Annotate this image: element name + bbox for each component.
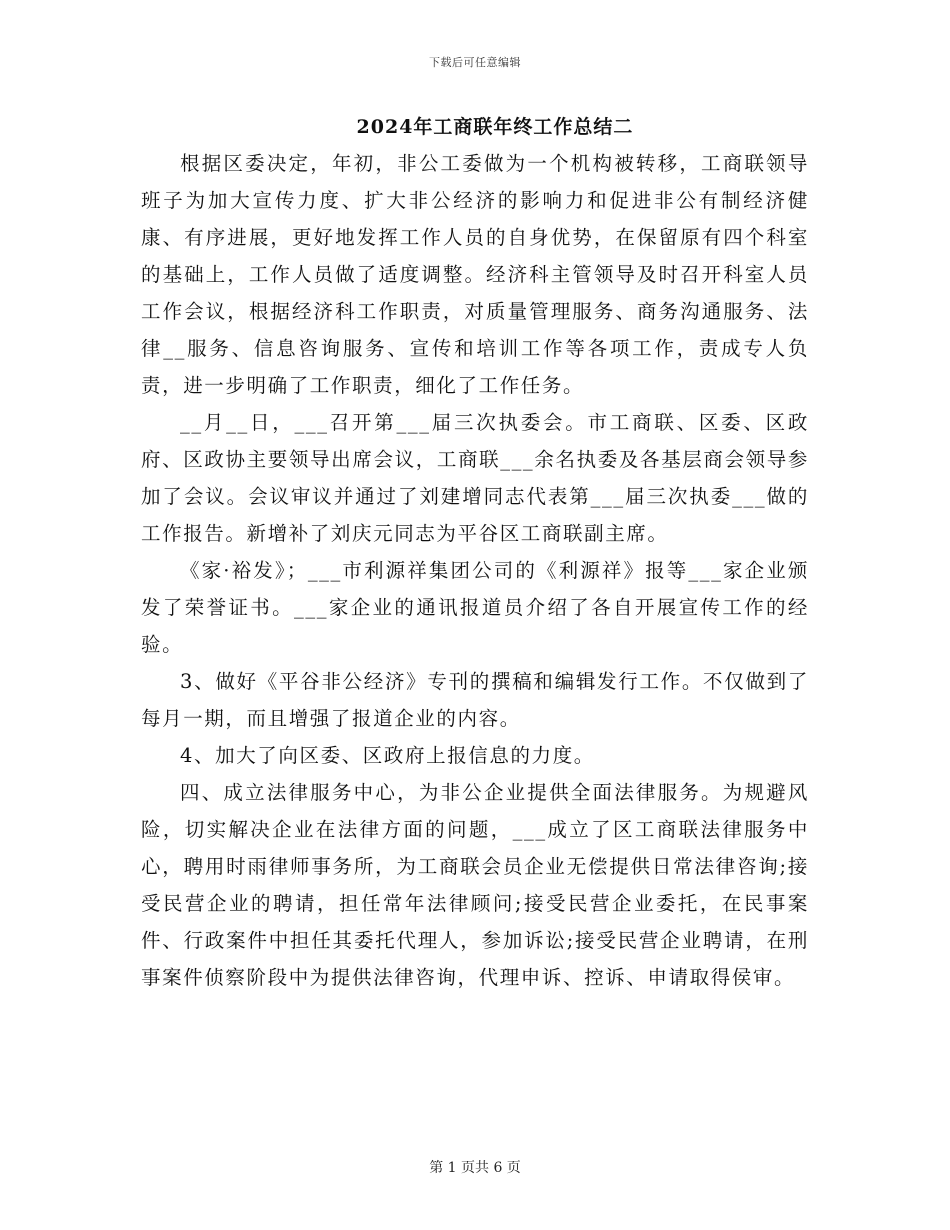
header-note: 下载后可任意编辑: [429, 56, 521, 69]
paragraph-2: __月__日，___召开第___届三次执委会。市工商联、区委、区政府、区政协主要领导出席会议，工商联___余名执委及各基层商会领导参加了会议。会议审议并通过了刘建增同志代表第___届三次执委___做的工作报告。新增补了刘庆元同志为平谷区工商联副主席。: [141, 411, 809, 545]
document-body: [141, 145, 809, 996]
page-footer: 第 1 页共 6 页: [429, 1160, 521, 1176]
paragraph-4: 3、做好《平谷非公经济》专刊的撰稿和编辑发行工作。不仅做到了每月一期，而且增强了报道企业的内容。: [141, 670, 809, 730]
paragraph-3: 《家·裕发》；___市利源祥集团公司的《利源祥》报等___家企业颁发了荣誉证书。___家企业的通讯报道员介绍了各自开展宣传工作的经验。: [141, 559, 809, 656]
paragraph-5: 4、加大了向区委、区政府上报信息的力度。: [180, 744, 595, 767]
paragraph-1: 根据区委决定，年初，非公工委做为一个机构被转移，工商联领导班子为加大宣传力度、扩大非公经济的影响力和促进非公有制经济健康、有序进展，更好地发挥工作人员的自身优势，在保留原有四个科室的基础上，工作人员做了适度调整。经济科主管领导及时召开科室人员工作会议，根据经济科工作职责，对质量管理服务、商务沟通服务、法律__服务、信息咨询服务、宣传和培训工作等各项工作，责成专人负责，进一步明确了工作职责，细化了工作任务。: [141, 152, 809, 397]
paragraph-6: 四、成立法律服务中心，为非公企业提供全面法律服务。为规避风险，切实解决企业在法律方面的问题，___成立了区工商联法律服务中心，聘用时雨律师事务所，为工商联会员企业无偿提供日常法律咨询;接受民营企业的聘请，担任常年法律顾问;接受民营企业委托，在民事案件、行政案件中担任其委托代理人，参加诉讼;接受民营企业聘请，在刑事案件侦察阶段中为提供法律咨询，代理申诉、控诉、申请取得侯审。: [141, 781, 809, 989]
document-title: 2024年工商联年终工作总结二: [356, 116, 634, 138]
